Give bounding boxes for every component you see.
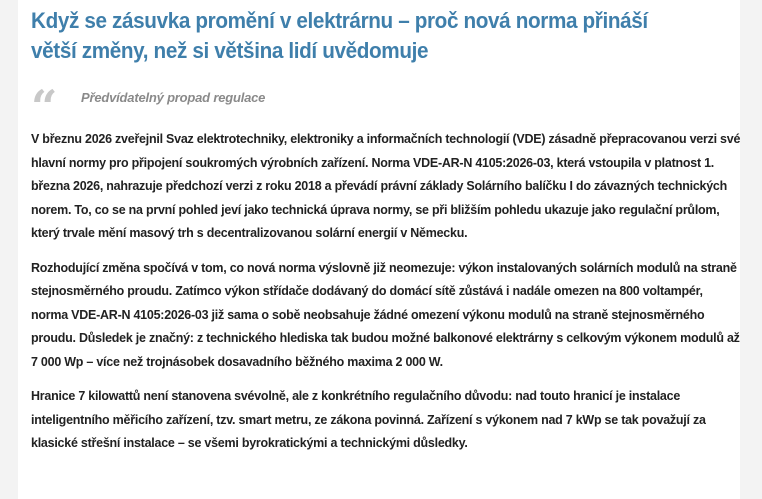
pullquote [31, 80, 266, 134]
paragraph-3: Hranice 7 kilowattů není stanovena svévolně, ale z konkrétního regulačního důvodu: nad touto hranicí je instalace inteligentního měřicího zařízení, tzv. smart metru, ze zákona povinná. Zařízení s výkonem nad 7 kWp se tak považují za klasické střešní instalace – se všemi byrokratickými a technickými důsledky. [31, 388, 706, 450]
paragraph-2: Rozhodující změna spočívá v tom, co nová norma výslovně již neomezuje: výkon instalovaných solárních modulů na straně stejnosměrného proudu. Zatímco výkon střídače dodávaný do domácí sítě zůstává i nadále omezen na 800 voltampér, norma VDE-AR-N 4105:2026-03 již sama o sobě neobsahuje žádné omezení výkonu modulů na straně stejnosměrného proudu. Důsledek je značný: z technického hlediska tak budou možné balkonové elektrárny s celkovým výkonem modulů až 7 000 Wp – více než trojnásobek dosavadního běžného maxima 2 000 W. [31, 259, 740, 369]
paragraph-1: V březnu 2026 zveřejnil Svaz elektrotechniky, elektroniky a informačních technologií (VDE) zásadně přepracovanou verzi své hlavní normy pro připojení soukromých výrobních zařízení. Norma VDE-AR-N 4105:2026-03, která vstoupila v platnost 1. března 2026, nahrazuje předchozí verzi z roku 2018 a převádí právní základy Solárního balíčku I do závazných technických norem. To, co se na první pohled jeví jako technická úprava normy, se při bližším pohledu ukazuje jako regulační průlom, který trvale mění masový trh s decentralizovanou solární energií v Německu. [31, 131, 741, 240]
pullquote-text: Předvídatelný propad regulace [81, 89, 266, 105]
article-headline: Když se zásuvka promění v elektrárnu – proč nová norma přináší větší změny, než si většina lidí uvědomuje [31, 8, 648, 63]
article-body [31, 127, 743, 466]
article [18, 0, 740, 499]
quote-icon: “ [31, 80, 58, 134]
